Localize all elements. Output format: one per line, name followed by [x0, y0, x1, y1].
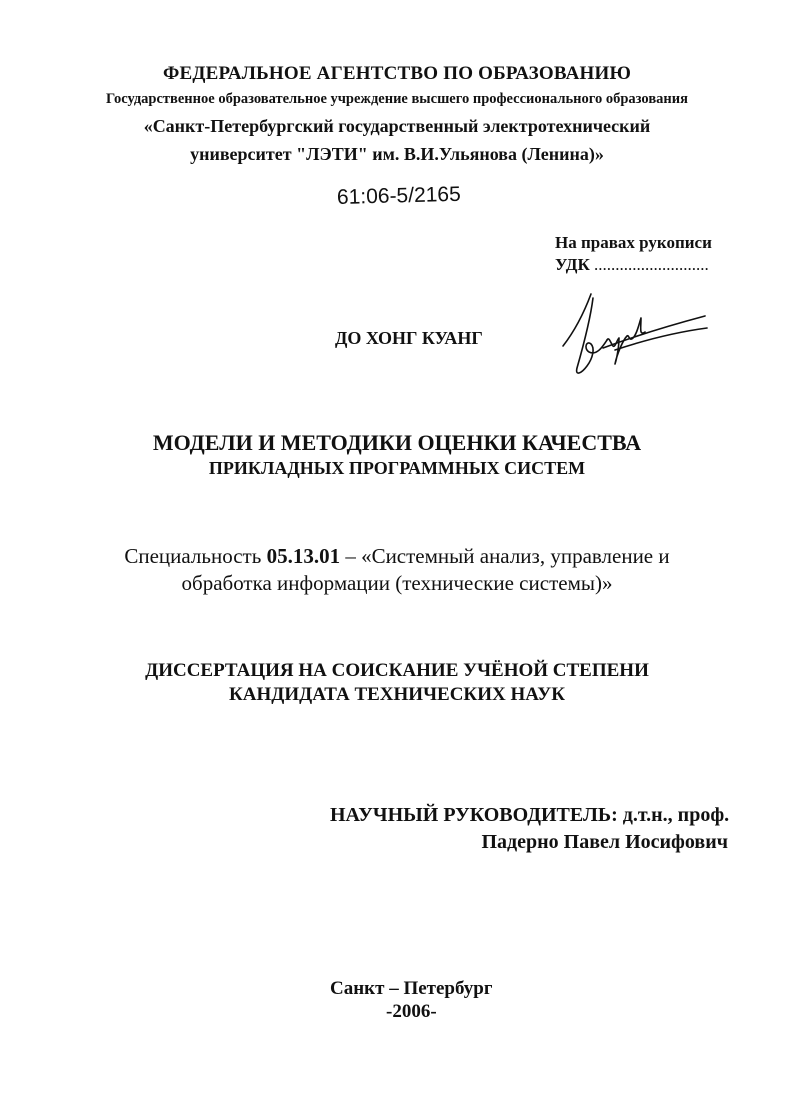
archive-code: 61:06-5/2165	[336, 182, 462, 209]
year: -2006-	[386, 1001, 437, 1022]
city: Санкт – Петербург	[330, 978, 493, 999]
degree-line-2: КАНДИДАТА ТЕХНИЧЕСКИХ НАУК	[229, 684, 565, 705]
specialty-prefix: Специальность	[124, 544, 267, 568]
udk-value: ...........................	[594, 255, 709, 274]
author-name: ДО ХОНГ КУАНГ	[335, 328, 483, 348]
specialty-name-part-1: – «Системный анализ, управление и	[340, 544, 670, 568]
dissertation-title-line-2: ПРИКЛАДНЫХ ПРОГРАММНЫХ СИСТЕМ	[208, 458, 586, 478]
signature	[555, 288, 715, 380]
institution-type: Государственное образовательное учреждение высшего профессионального образования	[106, 91, 688, 107]
university-name-line-1: «Санкт-Петербургский государственный электротехнический	[143, 116, 651, 136]
university-name-line-2: университет "ЛЭТИ" им. В.И.Ульянова (Ленина)»	[190, 144, 604, 164]
dissertation-title-line-1: МОДЕЛИ И МЕТОДИКИ ОЦЕНКИ КАЧЕСТВА	[152, 430, 642, 455]
udk-label: УДК	[555, 255, 590, 274]
udk-line	[555, 255, 709, 275]
specialty-code: 05.13.01	[266, 544, 341, 568]
supervisor-title: НАУЧНЫЙ РУКОВОДИТЕЛЬ: д.т.н., проф.	[330, 804, 730, 826]
degree-line-1: ДИССЕРТАЦИЯ НА СОИСКАНИЕ УЧЁНОЙ СТЕПЕНИ	[145, 660, 649, 681]
supervisor-name: Падерно Павел Иосифович	[481, 831, 728, 853]
manuscript-rights: На правах рукописи	[555, 233, 712, 252]
agency-name: ФЕДЕРАЛЬНОЕ АГЕНТСТВО ПО ОБРАЗОВАНИЮ	[162, 63, 632, 84]
specialty-line-2: обработка информации (технические системы)»	[181, 571, 613, 595]
specialty-line-1	[0, 544, 794, 569]
